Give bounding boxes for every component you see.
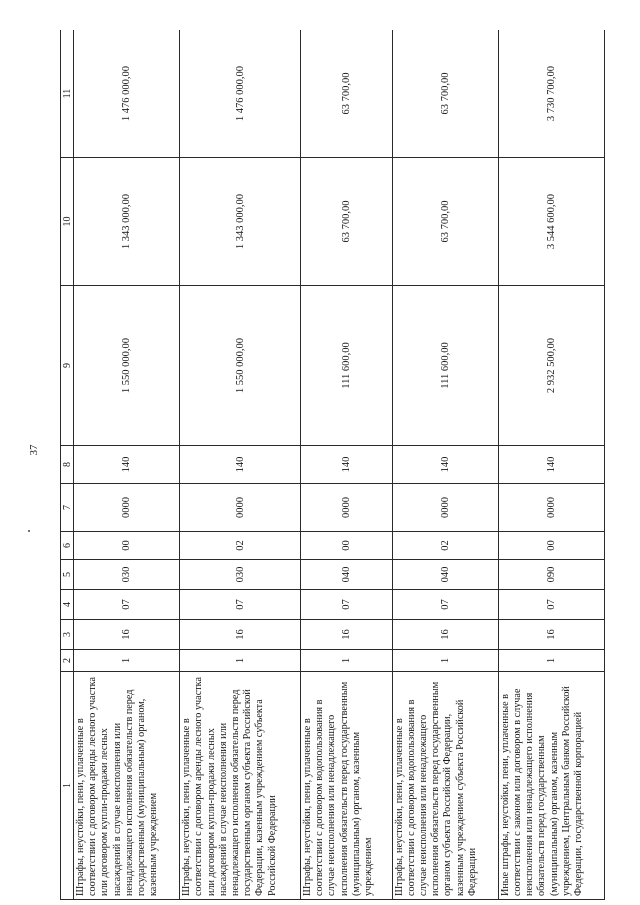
rotated-table-container — [60, 30, 605, 900]
cell-code-subarticle: 040 — [392, 560, 498, 590]
cell-code-element: 02 — [392, 532, 498, 560]
col-header-6: 6 — [61, 532, 74, 560]
cell-code-subarticle: 090 — [498, 560, 604, 590]
cell-amount-col11: 1 476 000,00 — [74, 30, 180, 158]
cell-amount-col9: 1 550 000,00 — [180, 286, 301, 446]
cell-code-kosgu: 140 — [498, 446, 604, 484]
row-description: Иные штрафы, неустойки, пени, уплаченные в соответствии с законом или договором в случае неисполнения или ненадлежащего исполнения обязательств перед государственным (муниципальным) органом, казенным учреждением, Центральным банком Российской Федерации, государственной корпорацией — [498, 672, 604, 900]
row-description: Штрафы, неустойки, пени, уплаченные в соответствии с договором аренды лесного участка или договором купли-продажи лесных насаждений в случае неисполнения или ненадлежащего исполнения обязательств перед государственным (муниципальным) органом, казенным учреждением — [74, 672, 180, 900]
cell-code-element: 00 — [301, 532, 393, 560]
cell-amount-col11: 3 730 700,00 — [498, 30, 604, 158]
cell-amount-col10: 63 700,00 — [392, 158, 498, 286]
cell-code-program: 0000 — [392, 484, 498, 532]
cell-code-program: 0000 — [498, 484, 604, 532]
col-header-3: 3 — [61, 620, 74, 650]
cell-code-element: 02 — [180, 532, 301, 560]
cell-amount-col11: 1 476 000,00 — [180, 30, 301, 158]
cell-code-program: 0000 — [301, 484, 393, 532]
cell-code-article: 07 — [498, 590, 604, 620]
table-header — [61, 30, 74, 900]
cell-code-subgroup: 16 — [74, 620, 180, 650]
scan-speck — [28, 530, 30, 532]
col-header-1: 1 — [61, 672, 74, 900]
cell-code-program: 0000 — [74, 484, 180, 532]
cell-code-subgroup: 16 — [498, 620, 604, 650]
cell-code-kosgu: 140 — [301, 446, 393, 484]
cell-amount-col11: 63 700,00 — [392, 30, 498, 158]
cell-amount-col11: 63 700,00 — [301, 30, 393, 158]
col-header-5: 5 — [61, 560, 74, 590]
col-header-11: 11 — [61, 30, 74, 158]
page-number: 37 — [28, 444, 40, 456]
cell-code-program: 0000 — [180, 484, 301, 532]
cell-code-element: 00 — [74, 532, 180, 560]
cell-code-subarticle: 030 — [180, 560, 301, 590]
cell-code-article: 07 — [74, 590, 180, 620]
cell-code-subgroup: 16 — [301, 620, 393, 650]
cell-code-group: 1 — [301, 650, 393, 672]
cell-code-group: 1 — [180, 650, 301, 672]
cell-amount-col9: 111 600,00 — [392, 286, 498, 446]
row-description: Штрафы, неустойки, пени, уплаченные в соответствии с договором водопользования в случае неисполнения или ненадлежащего исполнения обязательств перед государственным (муниципальным) органом, казенным учреждением — [301, 672, 393, 900]
table-row — [392, 30, 498, 900]
table-row — [74, 30, 180, 900]
cell-code-subarticle: 040 — [301, 560, 393, 590]
column-number-row — [61, 30, 74, 900]
table-frame — [60, 30, 605, 900]
table-row — [498, 30, 604, 900]
cell-code-article: 07 — [180, 590, 301, 620]
cell-amount-col9: 111 600,00 — [301, 286, 393, 446]
cell-code-subgroup: 16 — [392, 620, 498, 650]
table-row — [301, 30, 393, 900]
cell-amount-col10: 3 544 600,00 — [498, 158, 604, 286]
col-header-4: 4 — [61, 590, 74, 620]
cell-amount-col10: 1 343 000,00 — [180, 158, 301, 286]
col-header-9: 9 — [61, 286, 74, 446]
cell-code-kosgu: 140 — [180, 446, 301, 484]
table-row — [180, 30, 301, 900]
col-header-7: 7 — [61, 484, 74, 532]
cell-code-group: 1 — [498, 650, 604, 672]
col-header-8: 8 — [61, 446, 74, 484]
cell-code-element: 00 — [498, 532, 604, 560]
cell-amount-col9: 2 932 500,00 — [498, 286, 604, 446]
cell-code-article: 07 — [392, 590, 498, 620]
cell-code-subgroup: 16 — [180, 620, 301, 650]
revenue-table — [60, 30, 605, 900]
cell-code-subarticle: 030 — [74, 560, 180, 590]
cell-code-group: 1 — [74, 650, 180, 672]
cell-amount-col9: 1 550 000,00 — [74, 286, 180, 446]
row-description: Штрафы, неустойки, пени, уплаченные в соответствии с договором водопользования в случае неисполнения или ненадлежащего исполнения обязательств перед государственным органом субъекта Российской Федерации, казенным учреждением субъекта Российской Федерации — [392, 672, 498, 900]
cell-code-group: 1 — [392, 650, 498, 672]
cell-code-kosgu: 140 — [74, 446, 180, 484]
cell-code-article: 07 — [301, 590, 393, 620]
cell-code-kosgu: 140 — [392, 446, 498, 484]
cell-amount-col10: 63 700,00 — [301, 158, 393, 286]
col-header-10: 10 — [61, 158, 74, 286]
cell-amount-col10: 1 343 000,00 — [74, 158, 180, 286]
col-header-2: 2 — [61, 650, 74, 672]
row-description: Штрафы, неустойки, пени, уплаченные в соответствии с договором аренды лесного участка или договором купли-продажи лесных насаждений в случае неисполнения или ненадлежащего исполнения обязательств перед государственным органом субъекта Российской Федерации, казенным учреждением субъекта Российской Федерации — [180, 672, 301, 900]
